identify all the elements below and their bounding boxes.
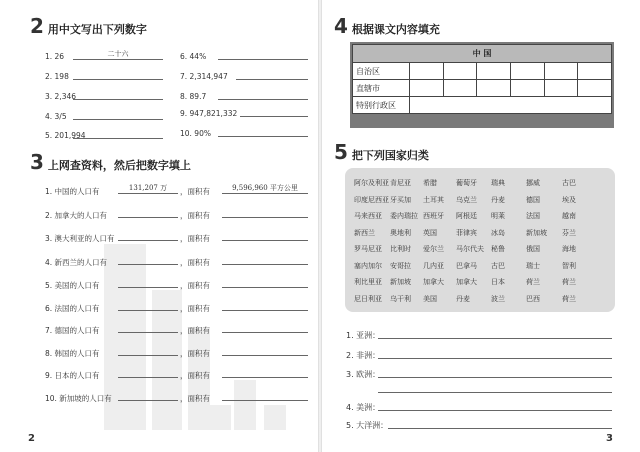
table-row	[353, 97, 612, 114]
country-name: 利比里亚	[354, 278, 382, 286]
country-name: 马尔代夫	[456, 245, 484, 253]
fill-cell[interactable]	[410, 80, 444, 97]
country-name: 阿根廷	[456, 212, 477, 220]
area-label: ，面积有	[180, 349, 210, 358]
country-name: 几内亚	[423, 261, 444, 270]
population-row-label: 5. 美国的人口有	[45, 281, 100, 290]
answer-blank[interactable]	[73, 89, 163, 100]
answer-blank[interactable]	[218, 126, 308, 137]
fill-cell[interactable]	[544, 80, 578, 97]
area-blank[interactable]	[222, 390, 308, 401]
answer-blank[interactable]	[218, 89, 308, 100]
population-row-label: 9. 日本的人口有	[45, 371, 100, 380]
country-name: 尼日利亚	[354, 294, 382, 303]
section-4-heading	[334, 14, 440, 38]
country-name: 荷兰	[562, 278, 576, 286]
country-name: 比利时	[390, 245, 411, 253]
country-name: 瑞典	[491, 179, 505, 187]
exercise-label: 6. 44%	[180, 52, 207, 61]
population-blank[interactable]	[118, 390, 178, 401]
country-name: 奥地利	[390, 228, 411, 237]
handwritten-answer: 二十六	[107, 50, 129, 58]
table-header: 中 国	[353, 45, 612, 63]
continent-label: 2. 非洲：	[346, 351, 381, 360]
continent-label: 1. 亚洲：	[346, 331, 381, 340]
exercise-label: 7. 2,314,947	[180, 72, 228, 81]
section-title: 把下列国家归类	[351, 149, 429, 162]
background-bar	[264, 405, 286, 430]
area-label: ，面积有	[180, 187, 210, 196]
exercise-label: 3. 2,346	[45, 92, 77, 101]
area-blank[interactable]	[222, 230, 308, 241]
handwritten-answer: 9,596,960 平方公里	[232, 184, 298, 192]
country-name: 加拿大	[456, 278, 477, 286]
country-name: 俄国	[526, 245, 540, 253]
area-label: ，面积有	[180, 281, 210, 290]
background-bar	[152, 290, 182, 430]
country-name: 葡萄牙	[456, 179, 477, 187]
page-number: 3	[606, 433, 613, 444]
fill-cell[interactable]	[510, 80, 544, 97]
answer-blank[interactable]	[73, 69, 163, 80]
country-name: 加拿大	[423, 278, 444, 286]
population-blank[interactable]	[118, 277, 178, 288]
country-name: 日本	[491, 278, 505, 286]
section-number: 5	[334, 140, 348, 164]
population-row-label: 4. 新西兰的人口有	[45, 258, 108, 267]
section-number: 3	[30, 150, 44, 174]
exercise-label: 10. 90%	[180, 129, 211, 138]
continent-label: 5. 大洋洲：	[346, 421, 389, 430]
country-name: 古巴	[562, 179, 576, 187]
row-label: 直辖市	[353, 80, 410, 97]
population-blank[interactable]	[118, 322, 178, 333]
country-name: 安哥拉	[390, 261, 411, 270]
country-name: 新加坡	[526, 228, 547, 237]
fill-cell[interactable]	[510, 63, 544, 80]
continent-answer-line[interactable]	[388, 418, 612, 429]
area-label: ，面积有	[180, 326, 210, 335]
section-title: 上网查资料，然后把数字填上	[47, 159, 191, 172]
country-name: 英国	[423, 228, 437, 237]
population-row-label: 8. 韩国的人口有	[45, 349, 100, 358]
answer-blank[interactable]	[73, 109, 163, 120]
population-row-label: 6. 法国的人口有	[45, 304, 100, 313]
section-title: 用中文写出下列数字	[47, 23, 147, 36]
section-number: 2	[30, 14, 44, 38]
area-label: ，面积有	[180, 234, 210, 243]
population-blank[interactable]	[118, 230, 178, 241]
country-name: 法国	[526, 212, 540, 220]
country-name: 肯尼亚	[390, 179, 411, 187]
country-name: 委内瑞拉	[390, 212, 418, 220]
page-number: 2	[28, 433, 35, 444]
country-name: 西班牙	[423, 212, 444, 220]
area-label: ，面积有	[180, 394, 210, 403]
country-name: 新加坡	[390, 278, 411, 286]
country-list-box	[345, 168, 615, 312]
country-name: 爱尔兰	[423, 245, 444, 253]
area-label: ，面积有	[180, 371, 210, 380]
fill-cell[interactable]	[544, 63, 578, 80]
fill-cell[interactable]	[443, 80, 477, 97]
table-row	[353, 80, 612, 97]
background-bar	[209, 405, 231, 430]
population-row-label: 1. 中国的人口有	[45, 187, 100, 196]
section-number: 4	[334, 14, 348, 38]
continent-answer-line[interactable]	[378, 382, 612, 393]
population-blank[interactable]	[118, 207, 178, 218]
continent-answer-line[interactable]	[378, 400, 612, 411]
country-name: 明莱	[491, 212, 505, 220]
fill-cell[interactable]	[477, 63, 511, 80]
population-blank[interactable]	[118, 345, 178, 356]
population-blank[interactable]	[118, 367, 178, 378]
exercise-label: 4. 3/5	[45, 112, 67, 121]
continent-answer-line[interactable]	[378, 348, 612, 359]
country-name: 菲律宾	[456, 228, 477, 237]
fill-cell[interactable]	[410, 63, 444, 80]
country-name: 丹麦	[456, 294, 470, 303]
population-blank[interactable]	[118, 300, 178, 311]
area-blank[interactable]	[222, 345, 308, 356]
population-blank[interactable]	[118, 183, 178, 194]
country-name: 智利	[562, 261, 576, 270]
country-name: 牙买加	[390, 195, 411, 204]
section-3-heading	[30, 150, 191, 174]
answer-blank[interactable]	[240, 106, 308, 117]
fill-cell[interactable]	[477, 80, 511, 97]
continent-answer-line[interactable]	[378, 367, 612, 378]
fill-cell[interactable]	[578, 63, 612, 80]
country-name: 越南	[562, 212, 576, 220]
area-label: ，面积有	[180, 211, 210, 220]
country-name: 罗马尼亚	[354, 245, 382, 253]
population-blank[interactable]	[118, 254, 178, 265]
row-label: 自治区	[353, 63, 410, 80]
country-name: 马来西亚	[354, 212, 382, 220]
left-page	[0, 0, 318, 452]
answer-blank[interactable]	[73, 128, 163, 139]
country-name: 瑞士	[526, 261, 540, 270]
country-name: 土耳其	[423, 195, 444, 204]
area-blank[interactable]	[222, 277, 308, 288]
answer-blank[interactable]	[236, 69, 308, 80]
country-name: 塞内加尔	[354, 261, 382, 270]
continent-answer-line[interactable]	[378, 328, 612, 339]
population-row-label: 7. 德国的人口有	[45, 326, 100, 335]
exercise-label: 2. 198	[45, 72, 69, 81]
country-name: 乌克兰	[456, 195, 477, 204]
population-row-label: 3. 澳大利亚的人口有	[45, 234, 115, 243]
country-name: 秘鲁	[491, 245, 505, 253]
country-name: 冰岛	[491, 228, 505, 237]
section-2-heading	[30, 14, 147, 38]
area-label: ，面积有	[180, 304, 210, 313]
answer-blank[interactable]	[73, 49, 163, 60]
country-name: 海地	[562, 245, 576, 253]
area-blank[interactable]	[222, 322, 308, 333]
table-row	[353, 63, 612, 80]
fill-table	[352, 44, 612, 114]
continent-label: 3. 欧洲：	[346, 370, 381, 379]
population-row-label: 10. 新加坡的人口有	[45, 394, 112, 403]
section-5-heading	[334, 140, 429, 164]
country-name: 波兰	[491, 294, 505, 303]
country-name: 巴西	[526, 294, 540, 303]
section-title: 根据课文内容填充	[351, 23, 440, 36]
exercise-label: 1. 26	[45, 52, 65, 61]
area-blank[interactable]	[222, 207, 308, 218]
country-name: 挪威	[526, 179, 540, 187]
country-name: 德国	[526, 195, 540, 204]
row-label: 特别行政区	[353, 97, 410, 114]
area-label: ，面积有	[180, 258, 210, 267]
exercise-label: 5. 201,994	[45, 131, 86, 140]
country-name: 印度尼西亚	[354, 195, 389, 204]
country-name: 丹麦	[491, 195, 505, 204]
area-blank[interactable]	[222, 300, 308, 311]
continent-label: 4. 美洲：	[346, 403, 381, 412]
area-blank[interactable]	[222, 183, 308, 194]
area-blank[interactable]	[222, 367, 308, 378]
background-bar	[234, 380, 256, 430]
country-name: 巴拿马	[456, 261, 477, 270]
area-blank[interactable]	[222, 254, 308, 265]
country-name: 芬兰	[562, 228, 576, 237]
country-name: 荷兰	[526, 278, 540, 286]
fill-cell[interactable]	[443, 63, 477, 80]
fill-cell[interactable]	[410, 97, 612, 114]
country-name: 希腊	[423, 179, 437, 187]
country-name: 美国	[423, 294, 437, 303]
country-name: 埃及	[562, 195, 576, 204]
country-name: 古巴	[491, 261, 505, 270]
handwritten-answer: 131,207 万	[128, 184, 168, 192]
country-name: 荷兰	[562, 294, 576, 303]
population-row-label: 2. 加拿大的人口有	[45, 211, 108, 220]
answer-blank[interactable]	[218, 49, 308, 60]
country-name: 乌干利	[390, 294, 411, 303]
fill-cell[interactable]	[578, 80, 612, 97]
exercise-label: 9. 947,821,332	[180, 109, 238, 118]
country-name: 阿尔及利亚	[354, 179, 389, 187]
country-name: 新西兰	[354, 228, 375, 237]
exercise-label: 8. 89.7	[180, 92, 207, 101]
